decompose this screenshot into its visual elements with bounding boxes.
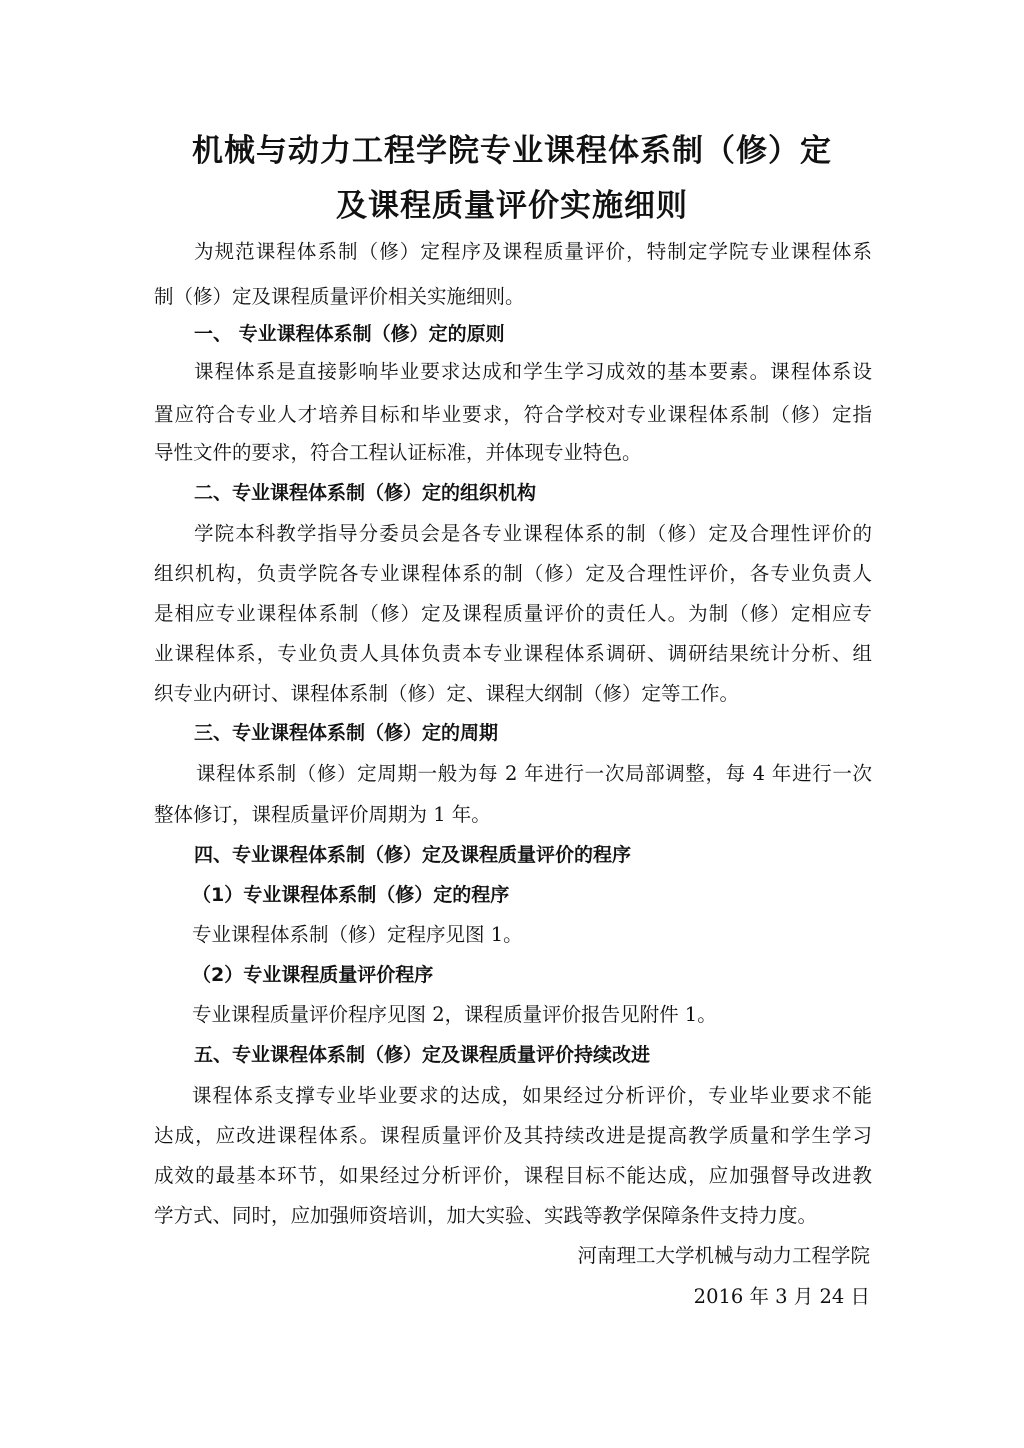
section-4-sub-2-text: 专业课程质量评价程序见图 2，课程质量评价报告见附件 1。 xyxy=(192,1003,717,1026)
section-4-sub-1-heading: （1）专业课程体系制（修）定的程序 xyxy=(192,884,510,906)
section-5-heading: 五、专业课程体系制（修）定及课程质量评价持续改进 xyxy=(194,1044,651,1066)
intro-line-1: 为规范课程体系制（修）定程序及课程质量评价，特制定学院专业课程体系 xyxy=(194,240,872,263)
section-2-line-4: 业课程体系，专业负责人具体负责本专业课程体系调研、调研结果统计分析、组 xyxy=(154,642,872,665)
section-3-line-1: 课程体系制（修）定周期一般为每 2 年进行一次局部调整，每 4 年进行一次 xyxy=(196,762,872,785)
section-2-line-1: 学院本科教学指导分委员会是各专业课程体系的制（修）定及合理性评价的 xyxy=(194,522,872,545)
signature-institution: 河南理工大学机械与动力工程学院 xyxy=(577,1244,870,1267)
section-2-line-3: 是相应专业课程体系制（修）定及课程质量评价的责任人。为制（修）定相应专 xyxy=(154,602,872,625)
document-title-line-2: 及课程质量评价实施细则 xyxy=(336,188,688,224)
section-2-line-2: 组织机构，负责学院各专业课程体系的制（修）定及合理性评价，各专业负责人 xyxy=(154,562,872,585)
section-3-line-2: 整体修订，课程质量评价周期为 1 年。 xyxy=(154,803,491,826)
document-title-line-1: 机械与动力工程学院专业课程体系制（修）定 xyxy=(192,133,832,169)
section-5-line-3: 成效的最基本环节，如果经过分析评价，课程目标不能达成，应加强督导改进教 xyxy=(154,1164,872,1187)
section-3-heading: 三、专业课程体系制（修）定的周期 xyxy=(194,722,499,744)
intro-line-2: 制（修）定及课程质量评价相关实施细则。 xyxy=(154,285,525,308)
section-4-sub-1-text: 专业课程体系制（修）定程序见图 1。 xyxy=(192,923,523,946)
section-5-line-2: 达成，应改进课程体系。课程质量评价及其持续改进是提高教学质量和学生学习 xyxy=(154,1124,872,1147)
section-1-heading: 一、 专业课程体系制（修）定的原则 xyxy=(194,323,505,345)
section-4-sub-2-heading: （2）专业课程质量评价程序 xyxy=(192,964,434,986)
section-1-line-3: 导性文件的要求，符合工程认证标准，并体现专业特色。 xyxy=(154,441,642,464)
section-2-line-5: 织专业内研讨、课程体系制（修）定、课程大纲制（修）定等工作。 xyxy=(154,682,740,705)
section-1-line-2: 置应符合专业人才培养目标和毕业要求，符合学校对专业课程体系制（修）定指 xyxy=(154,403,872,426)
signature-date: 2016 年 3 月 24 日 xyxy=(693,1285,870,1308)
section-2-heading: 二、专业课程体系制（修）定的组织机构 xyxy=(194,482,537,504)
section-1-line-1: 课程体系是直接影响毕业要求达成和学生学习成效的基本要素。课程体系设 xyxy=(194,360,872,383)
section-4-heading: 四、专业课程体系制（修）定及课程质量评价的程序 xyxy=(194,844,632,866)
section-5-line-4: 学方式、同时，应加强师资培训，加大实验、实践等教学保障条件支持力度。 xyxy=(154,1204,818,1227)
section-5-line-1: 课程体系支撑专业毕业要求的达成，如果经过分析评价，专业毕业要求不能 xyxy=(192,1084,872,1107)
